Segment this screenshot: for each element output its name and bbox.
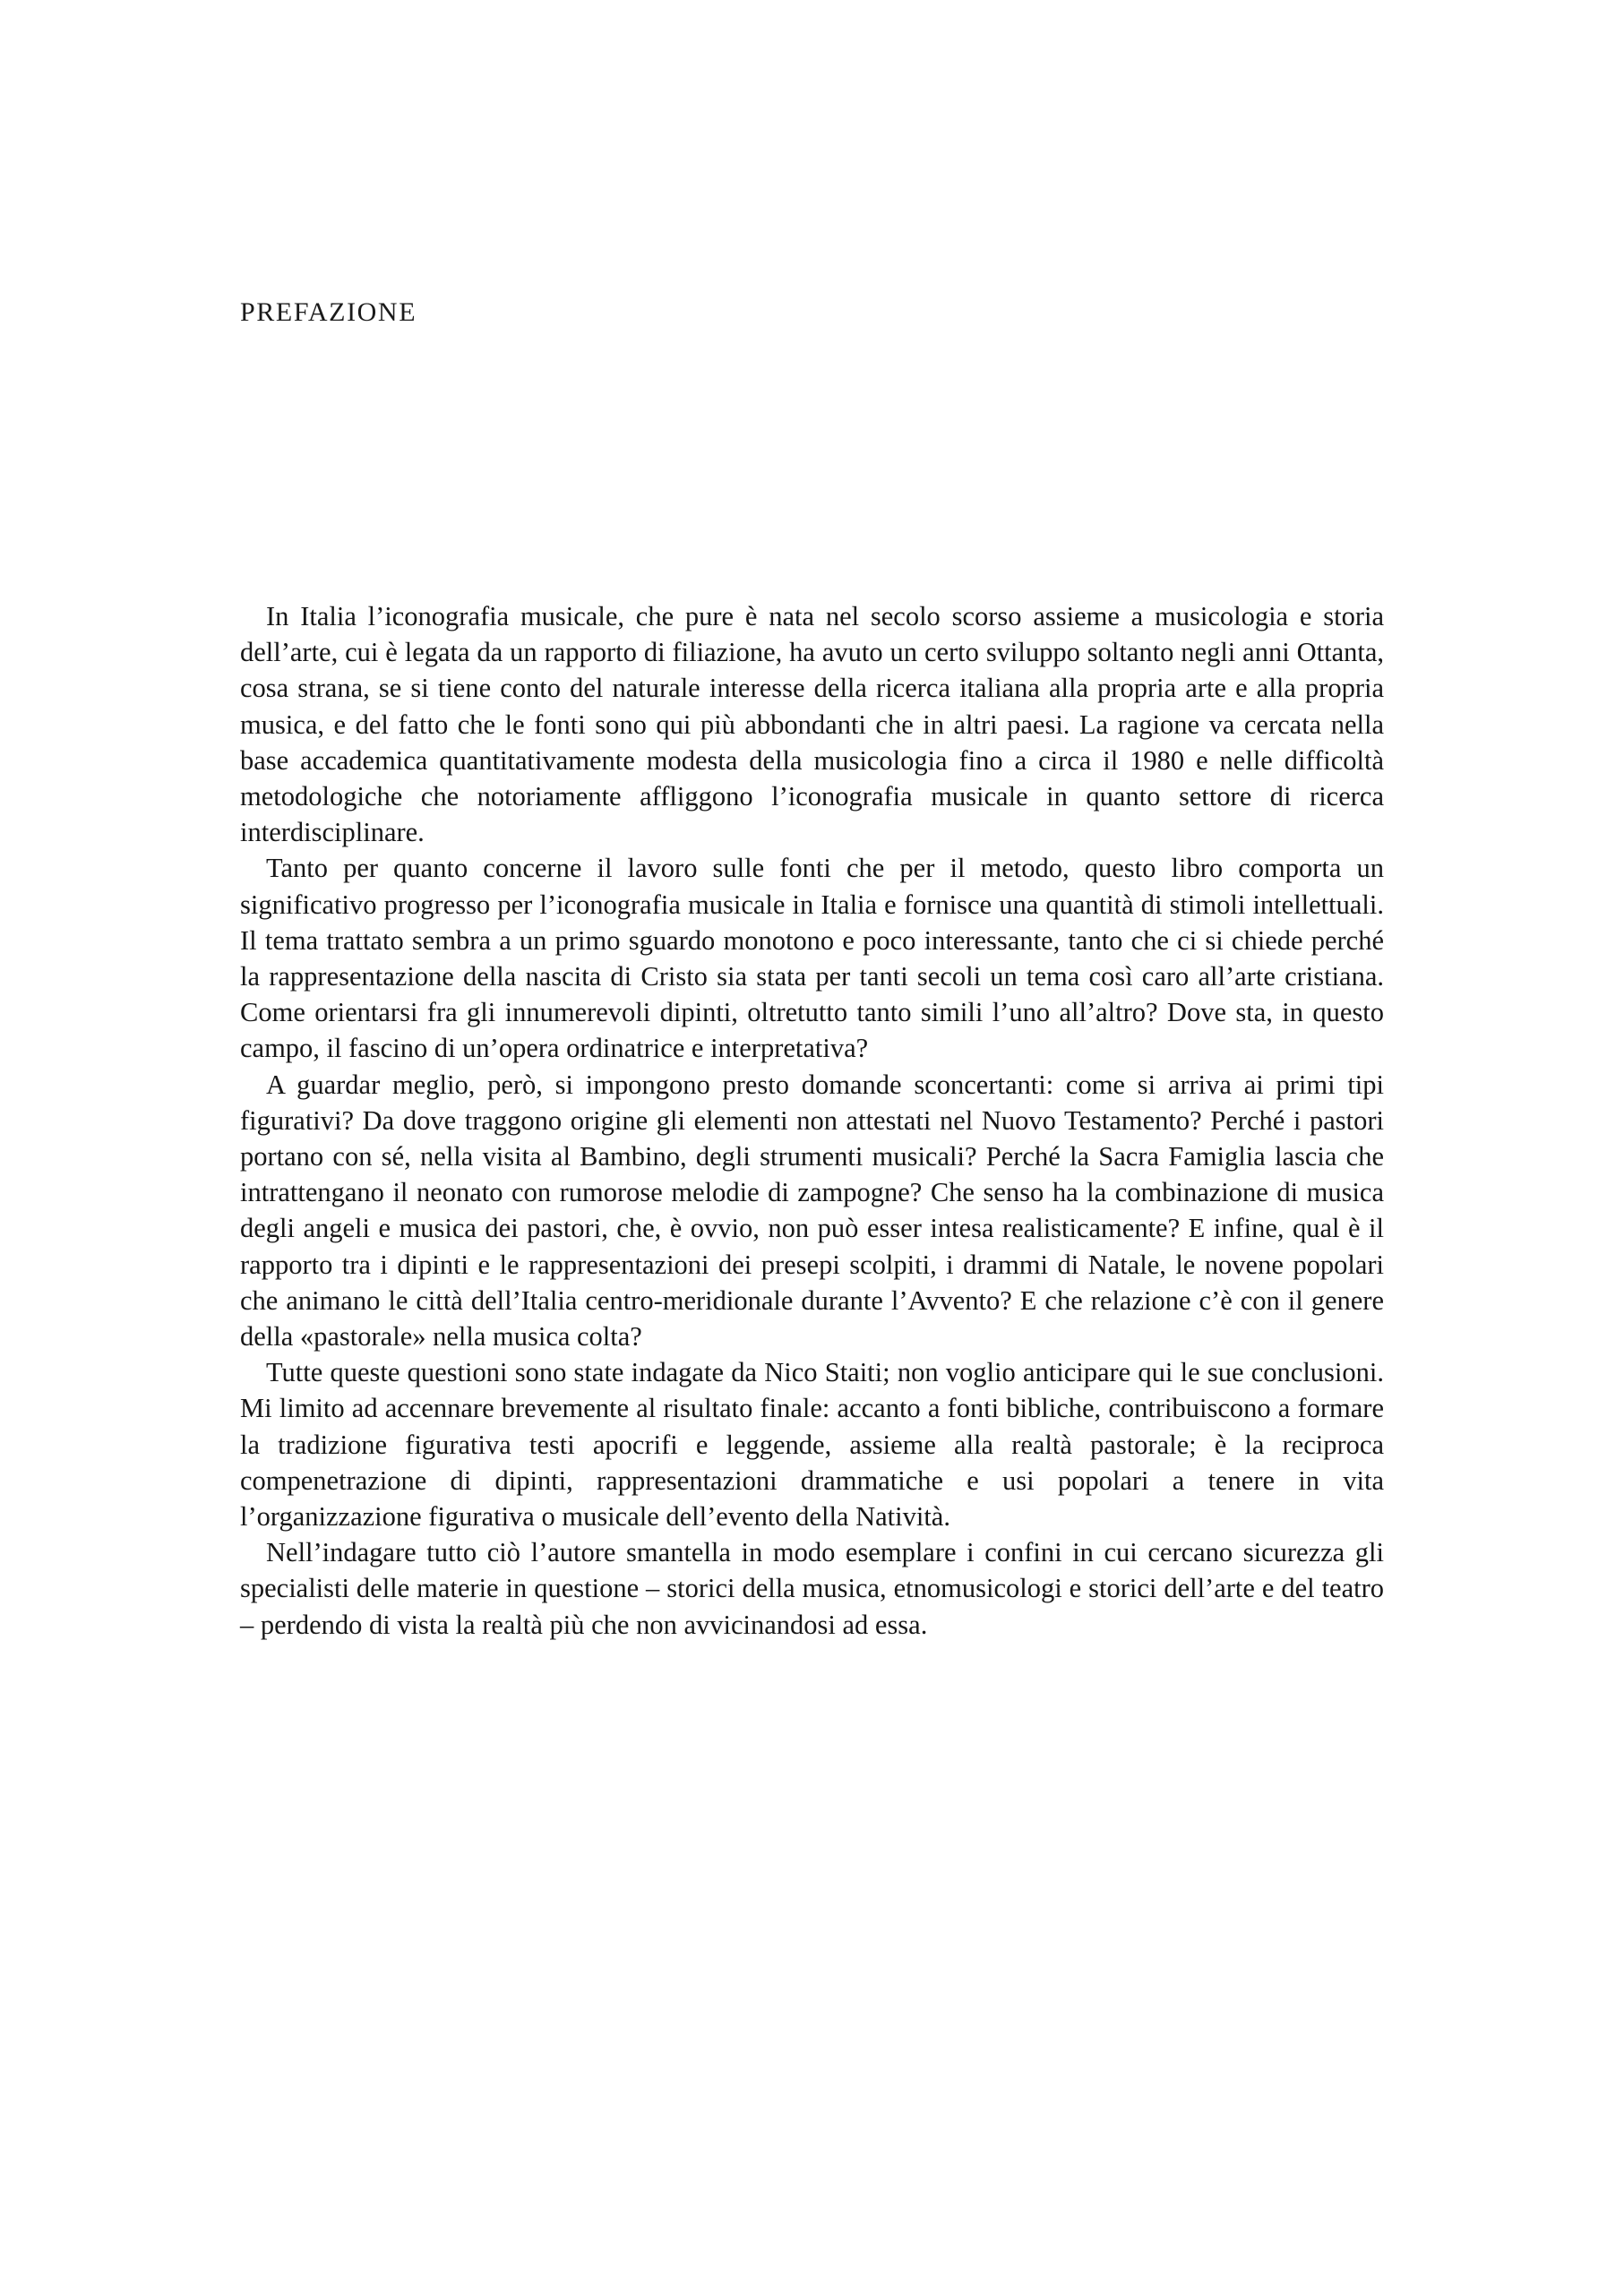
paragraph: Tutte queste questioni sono state indagate da Nico Staiti; non voglio anticipare qui le sue conclusioni. Mi limito ad accennare brevemente al risultato finale: accanto a fonti bibliche, contribuiscono a formare la tradizione figurativa testi apocrifi e leggende, assieme alla realtà pastorale; è la reciproca compenetrazione di dipinti, rappresentazioni drammatiche e usi popolari a tenere in vita l’organizzazione figurativa o musicale dell’evento della Natività. (240, 1357, 1384, 1533)
paragraph: In Italia l’iconografia musicale, che pure è nata nel secolo scorso assieme a musicologia e storia dell’arte, cui è legata da un rapporto di filiazione, ha avuto un certo sviluppo soltanto negli anni Ottanta, cosa strana, se si tiene conto del naturale interesse della ricerca italiana alla propria arte e alla propria musica, e del fatto che le fonti sono qui più abbondanti che in altri paesi. La ragione va cercata nella base accademica quantitativamente modesta della musicologia fino a circa il 1980 e nelle difficoltà metodologiche che notoriamente affliggono l’iconografia musicale in quanto settore di ricerca interdisciplinare. (240, 601, 1384, 848)
paragraph: A guardar meglio, però, si impongono presto domande sconcertanti: come si arriva ai primi tipi figurativi? Da dove traggono origine gli elementi non attestati nel Nuovo Testamento? Perché i pastori portano con sé, nella visita al Bambino, degli strumenti musicali? Perché la Sacra Famiglia lascia che intrattengano il neonato con rumorose melodie di zampogne? Che senso ha la combinazione di musica degli angeli e musica dei pastori, che, è ovvio, non può esser intesa realisticamente? E infine, qual è il rapporto tra i dipinti e le rappresentazioni dei presepi scolpiti, i drammi di Natale, le novene popolari che animano le città dell’Italia centro-meridionale durante l’Avvento? E che relazione c’è con il genere della «pastorale» nella musica colta? (240, 1069, 1384, 1353)
preface-body (240, 598, 1384, 1643)
paragraph: Tanto per quanto concerne il lavoro sulle fonti che per il metodo, questo libro comporta un significativo progresso per l’iconografia musicale in Italia e fornisce una quantità di stimoli intellettuali. Il tema trattato sembra a un primo sguardo monotono e poco interessante, tanto che ci si chiede perché la rappresentazione della nascita di Cristo sia stata per tanti secoli un tema così caro all’arte cristiana. Come orientarsi fra gli innumerevoli dipinti, oltretutto tanto simili l’uno all’altro? Dove sta, in questo campo, il fascino di un’opera ordinatrice e interpretativa? (240, 853, 1384, 1064)
page-title: PREFAZIONE (240, 297, 417, 328)
page-content-column (240, 0, 1384, 2293)
paragraph: Nell’indagare tutto ciò l’autore smantella in modo esemplare i confini in cui cercano sicurezza gli specialisti delle materie in questione – storici della musica, etnomusicologi e storici dell’arte e del teatro – perdendo di vista la realtà più che non avvicinandosi ad essa. (240, 1537, 1384, 1640)
